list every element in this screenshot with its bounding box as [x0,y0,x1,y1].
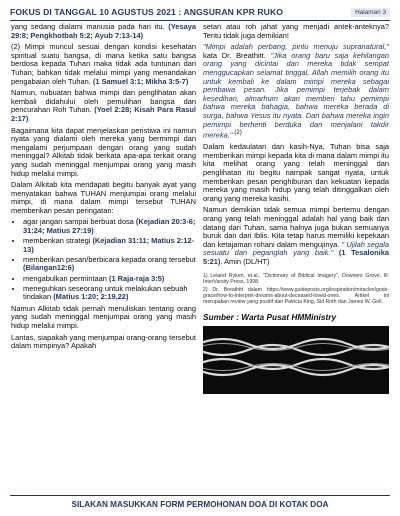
paragraph: setan atau roh jahat yang menjadi antek-anteknya? Tentu tidak juga demikian! [203,22,389,40]
quote: "Jika orang baru saja kehilangan orang yang dicintai dan mereka tidak sempat menggucapkan selamat tinggal, Allah memilih orang itu untuk kembali ke dalam mimpi mereka sebagai pembawa pesan. Jika pemimpi terjebak dalam kesedihan, almarhum akan memberi tahu pemimpi bahwa mereka bahagia, bahwa mereka berada di surga, bahwa Yesus itu nyata. Dan bahwa mereka ingin pemimpi berhenti berduka dan menjalani takdir mereka." [203,50,389,140]
bible-reference: (Yesaya 29:8; Pengkhotbah 5:2; Ayub 7:13-14) [11,22,196,40]
footnote-marker: (2) [232,129,242,137]
paragraph: (2) Mimpi muncul sesuai dengan kondisi kesehatan spiritual suatu bangsa, di mana ketika satu bangsa berdosa kepada Tuhan maka tidak ada tuntunan dari Tuhan; bahkan tidak melalui mimpi yang menandakan pengabaian oleh Tuhan. (1 Samuel 3:1; Mikha 3:5-7) [11,42,196,86]
bible-reference: (1 Samuel 3:1; Mikha 3:5-7) [92,76,189,86]
bible-reference: (Kejadian 31:11; Matius 2:12-13) [23,236,195,254]
list-item: • memberikan pesan/berbicara kepada orang tersebut (Bilangan12:6) [23,256,196,273]
bible-reference: (Bilangan12:6) [23,263,75,273]
page-header [10,4,390,21]
quote: " Ujilah segala sesuatu dan peganglah yang baik." [203,239,389,258]
list-item: • mengabulkan permintaan (1 Raja-raja 3:5) [23,275,196,284]
bible-reference: (1 Tesalonika 5:21) [203,248,389,266]
list-item: • membenkan strategi (Kejadian 31:11; Matius 2:12-13) [23,237,196,254]
paragraph: Dalam kedaulatan dan kasih-Nya, Tuhan bisa saja memberikan mimpi kepada kita di mana dalam mimpi itu kita melihat orang yang telah meninggal dan penglihatan itu begitu nampak sangat nyata, untuk memberikan pesan penghiburan dan kekuatan kepada mereka yang masih hidup yang telah ditinggalkan oleh orang yang mereka kasihi. [203,142,389,203]
bible-reference: (1 Raja-raja 3:5) [109,273,165,283]
paragraph: Lantas, siapakah yang menjumpai orang-orang tersebut dalam mimpinya? Apakah [11,332,196,351]
bible-reference: (Kejadian 20:3-6; 31:24; Matius 27:19) [23,217,196,236]
paragraph: yang sedang dialami manusia pada hari itu. (Yesaya 29:8; Pengkhotbah 5:2; Ayub 7:13-14) [11,22,196,40]
footnote: 2) Dr. Breathitt dalam https://www.guideposts.org/inspiration/miracles/gods-grace/how-to-interpret-dreams-about-deceased-loved-ones. Artikel ini merupakan review yang positif dari Patricia King, Sid Roth dan James W. Goll. [203,286,389,306]
paragraph: "Mimpi adalah perbang, pintu menuju supranatural," kata Dr. Breathitt. "Jika orang baru saja kehilangan orang yang dicintai dan mereka tidak sempat menggucapkan selamat tinggal, Allah memilih orang itu untuk kembali ke dalam mimpi mereka sebagai pembawa pesan. Jika pemimpi terjebak dalam kesedihan, almarhum akan memberi tahu pemimpi bahwa mereka bahagia, bahwa mereka berada di surga, bahwa Yesus itu nyata. Dan bahwa mereka ingin pemimpi berhenti berduka dan menjalani takdir mereka." $^{(2)}$ [203,42,389,140]
decorative-photo [203,326,389,394]
paragraph: Bagaimana kita dapat menjelaskan peristiwa ini namun nyata yang dialami oleh mereka yang bermimpi dan mengalami perjumpaan dengan orang yang sudah meninggal? Alkitab tidak berkata apa-apa terkait orang yang sudah meninggal menjumpai orang yang masih hidup melalui mimpi. [11,125,196,178]
header-title: FOKUS DI TANGGAL 10 AGUSTUS 2021 : ANGSURAN KPR RUKO [10,7,284,17]
paragraph: Namun demikian tidak semua mimpi bertemu dengan orang yang telah meninggal adalah hal yang baik dan datang dari Tuhan, sama halnya juga bukan semuanya buruk dan dari Iblis. Kita tetap harus memiliki kepekaan dan ketajaman rohani dalam mengujinya. " Ujilah segala sesuatu dan peganglah yang baik." (1 Tesalonika 5:21). Amin (DL/HT) [203,205,389,266]
bible-reference: (Matius 1:20; 2:19,22) [53,292,129,302]
rope-illustration [203,326,389,394]
source-credit: Sumber : Warta Pusat HMMinistry [203,311,337,322]
warning-list [11,218,196,301]
quote: "Mimpi adalah perbang, pintu menuju supranatural," [203,42,389,52]
page-number: Halaman 3 [351,8,390,17]
bible-reference: (Yoel 2:28; Kisah Para Rasul 2:17) [11,105,196,123]
footnotes [203,273,389,306]
left-column [11,23,196,354]
paragraph: Namun Alkitab tidak pernah menuliskan tentang orang yang sudah meninggal menjumpai orang yang masih hidup melalui mimpi. [11,303,196,330]
paragraph: Namun, nubuatan bahwa mimpi dan penglihatan akan kembali didahului oleh pemulihan bangsa dan pencurahan Roh Tuhan. (Yoel 2:28; Kisah Para Rasul 2:17) [11,88,196,123]
footer-banner: SILAKAN MASUKKAN FORM PERMOHONAN DOA DI KOTAK DOA [10,495,390,512]
right-column [203,23,389,394]
list-item: • agar jangan sampai berbuat dosa (Kejadian 20:3-6; 31:24; Matius 27:19) [23,218,196,235]
footnote: 1) Leland Ryken, et.al., "Dictionary of Biblical Imagery", Downers Grove, Ill: InterVarsity Press, 1998. [203,272,389,285]
paragraph: Dalam Alkitab kita mendapati begitu banyak ayat yang menyatakan bahwa TUHAN menjumpai orang melalui mimpi, di mana dalam mimpi tersebut TUHAN memberikan pesan peringatan: [11,180,196,215]
list-item: • meneguhkan seseorang untuk melakukan sebuah tindakan (Matius 1:20; 2:19,22) [23,285,196,302]
